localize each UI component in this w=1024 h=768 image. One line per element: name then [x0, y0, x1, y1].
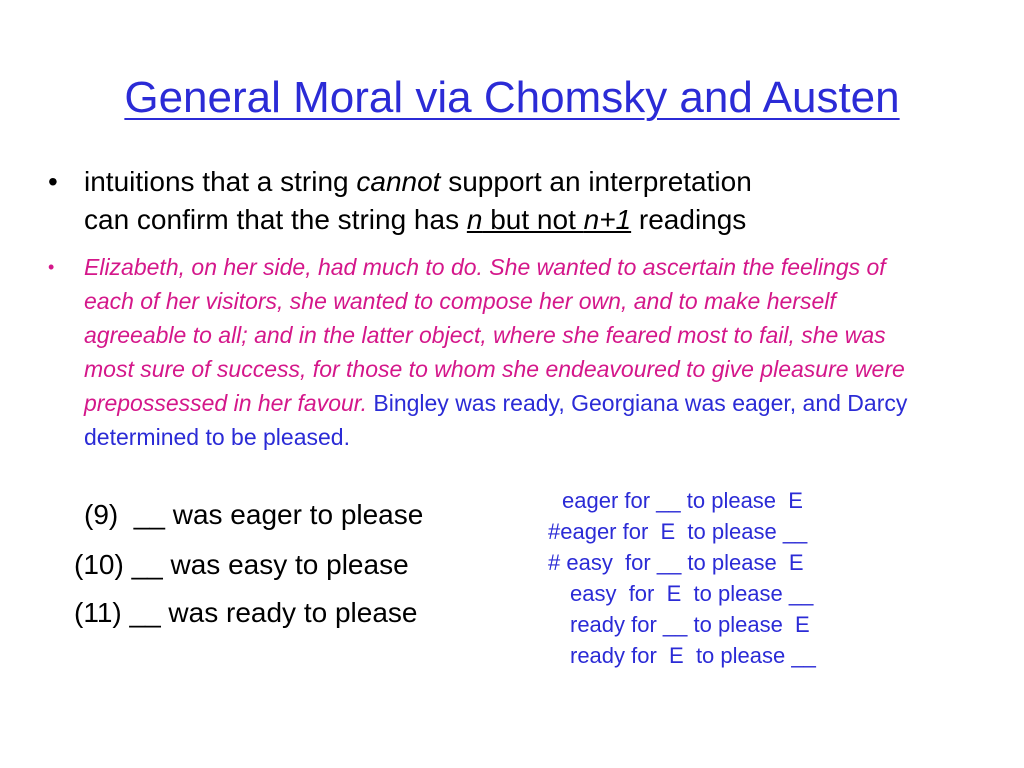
bullet1-part1: intuitions that a string: [84, 166, 357, 197]
slide-title: General Moral via Chomsky and Austen: [124, 73, 900, 122]
austen-quote: Elizabeth, on her side, had much to do. She wanted to ascertain the feelings of each of her visitors, she wanted to compose her own, and to make herself agreeable to all; and in the latter object, where she feared most to fail, she was most sure of success, for those to whom she endeavoured to give pleasure were prepossessed in her favour.: [84, 254, 905, 416]
bullet1-n: n: [466, 204, 483, 235]
bullet1-cannot: cannot: [356, 166, 441, 197]
pattern-line: easy for E to please __: [570, 581, 814, 606]
pattern-line: eager for __ to please E: [562, 488, 803, 513]
bullet1-but-not: but not: [482, 204, 584, 235]
bullet-dot: •: [48, 166, 58, 197]
bullet1-line2a: can confirm that the string has: [84, 204, 467, 235]
bullet1-part2: support an interpretation: [440, 166, 752, 197]
example-11: [74, 596, 417, 630]
bullet1-line2b: readings: [631, 204, 747, 235]
pattern-line: ready for E to please __: [570, 643, 816, 668]
example-10: [74, 548, 409, 582]
example-text: __ was ready to please: [129, 597, 418, 628]
pattern-line: ready for __ to please E: [570, 612, 810, 637]
example-number: (11): [74, 597, 122, 628]
example-text: __ was easy to please: [131, 549, 409, 580]
quote-body: [84, 250, 934, 454]
bullet1-n-but-not-n1: [467, 204, 631, 235]
example-text: __ was eager to please: [133, 499, 424, 530]
pattern-line: #eager for E to please __: [548, 519, 808, 544]
bullet1-n1: n+1: [583, 204, 632, 235]
example-number: (9): [84, 499, 119, 530]
bullet-dot: •: [48, 257, 55, 277]
pattern-line: # easy for __ to please E: [548, 550, 804, 575]
example-number: (10): [74, 549, 124, 580]
austen-quote-tail: Bingley was ready, Georgiana was eager, and Darcy determined to be pleased.: [84, 390, 908, 450]
example-9: [84, 498, 423, 532]
bullet-text: [84, 163, 934, 239]
